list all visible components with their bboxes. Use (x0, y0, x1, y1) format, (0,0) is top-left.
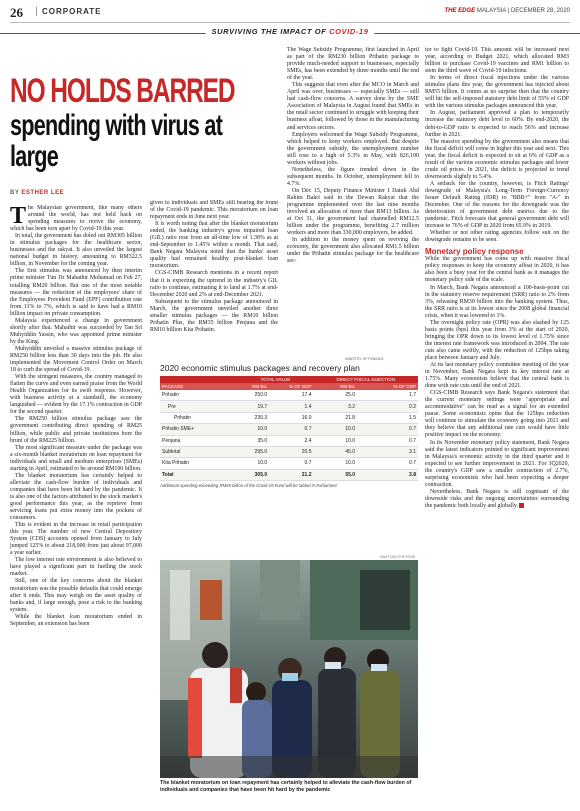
table-cell: 0.2 (357, 401, 418, 412)
paragraph: Subsequent to the stimulus package announced in March, the government unveiled another three smaller stimulus packages — the RM10 billion Prihatin Plus, the RM35 billion Penjana and the RM10 billion Kita Prihatin. (150, 298, 278, 333)
paragraph: This is evident in the increase in retail participation this year. The number of new Central Depository System (CDS) accounts opened from January to July jumped 125% to about 218,000 from just about 97,000 a year earlier. (10, 522, 142, 557)
masthead-brand: THE EDGE (444, 8, 476, 14)
package-name: Subtotal (160, 446, 237, 457)
table-cell: 10.0 (313, 424, 357, 435)
paragraph: Employers welcomed the Wage Subsidy Programme, which helped to keep workers employed. But despite the government subsidy, the unemployment number still rose to a high of 5.3% in May, with 826,100 workers without jobs. (287, 131, 419, 166)
table-header-row (160, 383, 418, 390)
paragraph: The RM250 billion stimulus package saw the government contributing direct spending of RM25 billion, while public and private institutions bore the brunt of the RM225 billion. (10, 416, 142, 444)
package-name: Total (160, 469, 237, 480)
paragraph: In its November monetary policy statement, Bank Negara said the latest indicators pointed to significant improvement in Malaysia's economic activity in the third quarter and it expected to see further improvement in 2021. For 3Q2020, the country's GDP saw a smaller contraction of 2.7%, surprising economists who had been expecting a deeper contraction. (425, 439, 569, 488)
paragraph: At its last monetary policy committee meeting of the year in November, Bank Negara kept its key interest rate at 1.75%. Many economists believe that the central bank is done with rate cuts until the end of 2021. (425, 362, 569, 390)
header-pct-gdp: % OF GDP (269, 383, 313, 390)
header-pct-gdp-direct: % OF GDP (357, 383, 418, 390)
paragraph: The low interest rate environment is also believed to have played a significant part in fuelling the stock market. (10, 557, 142, 578)
end-of-article-mark (519, 503, 524, 508)
paragraph: The most significant measure under the package was a six-month blanket moratorium on loan repayment for individuals and small and medium enterprises (SMEs) starting in April, estimated to be around RM100 billion. (10, 444, 142, 472)
table-row (160, 401, 418, 412)
section-subhead: Monetary policy response (425, 247, 524, 257)
header-rm-bil-direct: RM BIL (313, 383, 357, 390)
paragraph: The first stimulus was announced by then interim prime minister Tun Dr Mahathir Mohamad on Feb 27, totalling RM20 billion. But one of the most notable measures — the reduction of the employees' share of the Employees Provident Fund (EPF) contribution rate from 11% to 7%, which is said to have had a RM10 billion impact on private consumption. (10, 268, 142, 317)
news-photo (160, 560, 418, 778)
paragraph: A setback for the country, however, is Fitch Ratings' downgrade of Malaysia's Long-Term Foreign-Currency Issuer Default Rating (IDR) to "BBB+" from "A-" in December. One of the reasons for the downgrade was the deterioration of government debt metrics due to the pandemic. Fitch forecasts that general government debt will increase to 76% of GDP in 2020 from 65.9% in 2019. (425, 180, 569, 230)
package-name: Prihatin (160, 390, 237, 401)
masthead (445, 8, 571, 14)
lead-paragraph (10, 205, 142, 233)
table-cell: 0.7 (269, 424, 313, 435)
table-cell: 3.1 (357, 446, 418, 457)
table-cell: 17.4 (269, 390, 313, 401)
group-header-direct: DIRECT FISCAL INJECTION (313, 376, 418, 383)
paragraph: Muhyiddin unveiled a massive stimulus package of RM250 billion less than 30 days into the job. He also implemented the Movement Control Order on March 18 to curb the spread of Covid-19. (10, 345, 142, 374)
paragraph: Malaysia experienced a change in government shortly after that. Mahathir was succeeded by Tan Sri Muhyiddin Yassin, who was appointed prime minister by the King. (10, 317, 142, 345)
table-row (160, 446, 418, 457)
table-cell: 35.0 (237, 435, 269, 446)
page-number: 26 (10, 5, 23, 20)
table-title: 2020 economic stimulus packages and recovery plan (160, 363, 360, 373)
banner-text (205, 27, 374, 36)
table-cell: 55.0 (313, 469, 357, 480)
table-cell: 10.0 (237, 424, 269, 435)
banner-prefix: SURVIVING THE IMPACT OF (211, 27, 330, 36)
paragraph: In addition to the money spent on reviving the economy, the government also allocated RM1.5 billion under the Prihatin stimulus package for the healthcare sec- (287, 237, 419, 265)
drop-cap: T (10, 205, 27, 229)
stimulus-table (160, 376, 418, 481)
package-name: Penjana (160, 435, 237, 446)
paragraph: This suggests that even after the MCO in March and April was over, businesses — especially SMEs — still had cash-flow concerns. A survey done by the SME Association of Malaysia in August found that SMEs in the retail sector continued to struggle with keeping their business afloat, followed by those in the manufacturing and services sectors. (287, 82, 419, 131)
table-row (160, 424, 418, 435)
table-row (160, 435, 418, 446)
table-cell: 3.8 (357, 469, 418, 480)
header-package: PACKAGE (160, 383, 237, 390)
paragraph: In August, parliament approved a plan to temporarily increase the statutory debt level to 60%. By end-2020, the debt-to-GDP ratio is expected to reach 56% and increase further in 2021. (425, 110, 569, 138)
paragraph: Nonetheless, the figure trended down in the subsequent months. In October, unemployment fell to 4.7%. (287, 166, 419, 187)
paragraph: On Dec 15, Deputy Finance Minister I Datuk Abd Rahim Bakri said in the Dewan Rakyat that the programme implemented over the last nine months involved an allocation of more than RM13 billion. As at Oct 31, the government had channelled RM12.5 billion under the programme, benefiting 2.7 million workers and more than 330,000 employers, he added. (287, 187, 419, 237)
lead-text: he Malaysian government, like many others around the world, has not held back on spending measures to revive the economy, which has been torn apart by Covid-19 this year. (10, 205, 142, 233)
table-cell: 25.0 (313, 390, 357, 401)
table-cell: 1.7 (357, 390, 418, 401)
article-column-3 (287, 47, 419, 357)
photo-caption: The blanket moratorium on loan repayment has certainly helped to alleviate the cash-flow burden of individuals and companies that have been hit hard by the pandemic (160, 780, 412, 793)
table-row (160, 412, 418, 423)
group-header-total: TOTAL VALUE (237, 376, 313, 383)
paragraph: In terms of direct fiscal injections under the various stimulus plans this year, the government has injected about RM55 billion. It comes as no surprise then that the country will hit the self-imposed statutory debt limit of 55% of GDP with the various stimulus packages announced this year. (425, 75, 569, 110)
table-cell: 250.0 (237, 390, 269, 401)
paragraph: The massive spending by the government also means that the fiscal deficit will come in higher this year and next. This year, the fiscal deficit is expected to sit at 6% of GDP as a result of the various economic stimulus packages and lower crude oil prices. In 2021, the deficit is projected to trend downwards slightly to 5.4%. (425, 138, 569, 180)
package-name: Prihatin (160, 412, 237, 423)
table-row (160, 458, 418, 469)
paragraph: In total, the government has doled out RM305 billion in stimulus packages for the healthcare sector, businesses and the rakyat. It also unveiled the largest national budget in history, amounting to RM322.5 billion, in November for the coming year. (10, 233, 142, 268)
package-name: Kita Prihatin (160, 458, 237, 469)
table-cell: 10.0 (313, 435, 357, 446)
paragraph: In March, Bank Negara announced a 100-basis-point cut in the statutory reserve requirement (SRR) ratio to 2% from 3%, releasing RM30 billion into the banking system. Thus, the SRR ratio is at its lowest since the 2008 global financial crisis, when it was lowered to 1%. (425, 284, 569, 319)
table-cell: 16.0 (269, 412, 313, 423)
table-note: Additional spending exceeding RM45 billion of the Covid-19 Fund will be tabled in Parliament (160, 483, 337, 488)
topic-banner (0, 27, 580, 41)
table-group-header (160, 376, 418, 383)
byline-author: ESTHER LEE (21, 190, 65, 196)
paragraph: Still, one of the key concerns about the blanket moratorium was the possible defaults that could emerge after it ends. This may weigh on the asset quality of banks and, if large enough, pose a risk to the banking system. (10, 578, 142, 613)
table-cell: 230.3 (237, 412, 269, 423)
table-cell: 2.4 (269, 435, 313, 446)
byline-prefix: BY (10, 190, 22, 196)
banner-highlight: COVID-19 (329, 27, 369, 36)
table-cell: 10.0 (313, 458, 357, 469)
table-cell: 21.8 (313, 412, 357, 423)
paragraph: given to individuals and SMEs still bearing the brunt of the Covid-19 pandemic. This moratorium on loan repayment ends in June next year. (150, 200, 278, 221)
table-cell: 0.7 (269, 458, 313, 469)
paragraph: The overnight policy rate (OPR) was also slashed by 125 basis points (bps) this year from 3% at the start of 2020, bringing the OPR down to its lowest level of 1.75% since the interest rate framework was introduced in 2004. The rate cuts also came swiftly, with the reduction of 125bps taking place between January and July. (425, 319, 569, 361)
table-cell: 305.0 (237, 469, 269, 480)
paragraph: The Wage Subsidy Programme, first launched in April as part of the RM230 billion Prihatin package to provide much-needed support to businesses, especially SMEs, has been extended by three months until the end of the year. (287, 47, 419, 82)
table-row (160, 469, 418, 480)
paragraph: CGS-CIMB Research says Bank Negara's statement that the current monetary settings were "appropriate and accommodative" can be read as a signal for an extended pause. Some economists opine that the 125bps reduction will continue to stimulate the economy going into 2021 and they believe that any additional rate cuts would have little positive impact on the economy. (425, 390, 569, 439)
article-column-4 (425, 47, 569, 807)
paragraph: Nevertheless, Bank Negara is still cognisant of the downside risks and the ongoing uncertainties surrounding the pandemic both locally and globally. (425, 488, 569, 509)
paragraph: With the stringent measures, the country managed to flatten the curve and even earned praise from the World Health Organization for its swift response. However, with business activity at a standstill, the economy languished — evident by the 17.1% contraction in GDP for the second quarter. (10, 374, 142, 416)
paragraph: It is worth noting that after the blanket moratorium ended, the banking industry's gross impaired loan (GIL) ratio rose from an all-time low of 1.38% as at end-September to 1.45% within a month. That said, Bank Negara Malaysia noted that the banks' asset quality had remained healthy post-blanket loan moratorium. (150, 221, 278, 270)
header-rm-bil: RM BIL (237, 383, 269, 390)
article-column-1 (10, 205, 142, 800)
table-cell: 20.5 (269, 446, 313, 457)
byline (10, 190, 64, 196)
header-rule (10, 22, 570, 23)
article-column-2 (150, 200, 278, 370)
table-cell: 0.7 (357, 435, 418, 446)
table-cell: 0.7 (357, 458, 418, 469)
table-cell: 295.0 (237, 446, 269, 457)
table-cell: 10.0 (237, 458, 269, 469)
table-cell: 45.0 (313, 446, 357, 457)
table-row (160, 390, 418, 401)
paragraph: While the blanket loan moratorium ended in September, an extension has been (10, 613, 142, 627)
package-name: Pre (160, 401, 237, 412)
page-header (0, 0, 580, 22)
photo-illustration (160, 560, 418, 778)
paragraph: The blanket moratorium has certainly helped to alleviate the cash-flow burden of individuals and companies that have been hit hard by the pandemic. It is also one of the factors attributed to the stock market's good performance this year, as the reprieve from servicing loans put extra money into the pockets of consumers. (10, 472, 142, 522)
table-source: MINISTRY OF FINANCE (345, 357, 384, 361)
headline: NO HOLDS BARRED (10, 72, 235, 110)
package-name: Prihatin SME+ (160, 424, 237, 435)
paragraph: tor to fight Covid-19. This amount will be increased next year, according to Budget 2021, which allocated RM3 billion to purchase Covid-19 vaccines and RM1 billion to stem the third wave of Covid-19 infections. (425, 47, 569, 75)
table-cell: 19.7 (237, 401, 269, 412)
subheadline: spending with virus at large (10, 109, 223, 173)
table-cell: 1.4 (269, 401, 313, 412)
paragraph: Whether or not other rating agencies follow suit on the downgrade remains to be seen. (425, 230, 569, 244)
table-cell: 1.5 (357, 412, 418, 423)
section-label: CORPORATE (36, 7, 102, 16)
photo-credit: SAM FONG/THE EDGE (380, 555, 416, 559)
paragraph: While the government has come up with massive fiscal policy responses to keep the economy afloat in 2020, it has also been a busy year for the central bank as it manages the monetary policy side of the scale. (425, 256, 569, 284)
table-cell: 0.7 (357, 424, 418, 435)
stimulus-table-box (160, 363, 418, 547)
masthead-date: MALAYSIA | DECEMBER 28, 2020 (476, 8, 570, 14)
paragraph: CGS-CIMB Research mentions in a recent report that it is expecting the uptrend in the industry's GIL ratio to continue, estimating it to land at 1.7% at end-December 2020 and 2% at end-December 2021. (150, 270, 278, 298)
table-cell: 21.2 (269, 469, 313, 480)
table-cell: 3.2 (313, 401, 357, 412)
